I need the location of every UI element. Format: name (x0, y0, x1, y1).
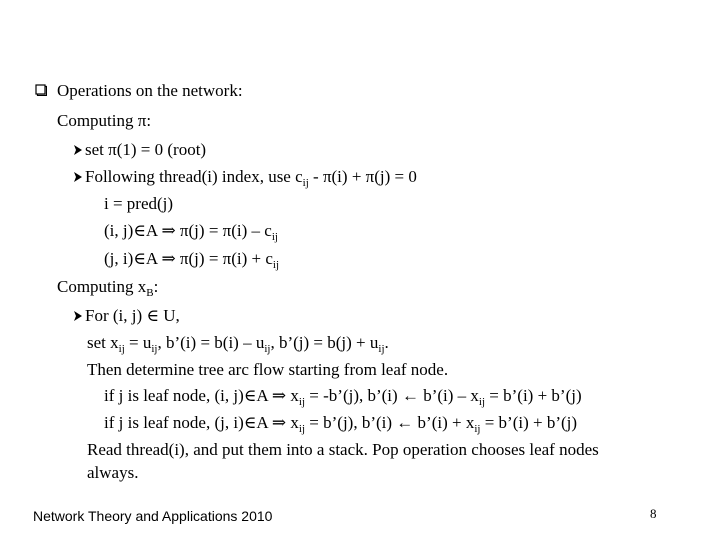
page-number: 8 (650, 506, 657, 521)
set-x-line: set $x_{ij} = u_{ij}$, b’(i) = $b(i) - u_{ij}$, b’(j) = $b(j) + u_{ij}$. (87, 333, 389, 355)
hollow-square-bullet-icon (35, 84, 47, 96)
read-thread-line-cont: always. (87, 463, 139, 482)
computing-pi-title: Computing π: (57, 111, 152, 130)
rule-forward-arc: (i, j)∈A ⇒ $\pi(j) = \pi(i) - c_{ij}$ (104, 221, 278, 243)
i-pred-line: i = pred(j) (104, 194, 174, 213)
set-pi-item: set π(1) = 0 (root) (73, 140, 206, 160)
arrowhead-bullet-icon (73, 310, 83, 322)
footer-course-title: Network Theory and Applications 2010 (33, 508, 273, 524)
for-u-item: For (i, j) ∈ U, (73, 306, 180, 326)
rule-backward-arc: (j, i)∈A ⇒ $\pi(j) = \pi(i) + c_{ij}$ (104, 249, 280, 271)
read-thread-line: Read thread(i), and put them into a stack. Pop operation chooses leaf nodes (87, 440, 599, 459)
leaf-forward-rule: if j is leaf node, (i, j)∈A ⇒ $x_{ij}$ = -b’(j), b’(i) ← b’(i) – $x_{ij}$ = b’(i) + b’(j) (104, 386, 582, 408)
following-thread-item: Following thread(i) index, use $c_{ij} - \pi(i) + \pi(j) = 0$ (73, 167, 417, 189)
arrowhead-bullet-icon (73, 171, 83, 183)
leaf-backward-rule: if j is leaf node, (j, i)∈A ⇒ $x_{ij}$ = b’(j), b’(i) ← b’(i) + $x_{ij}$ = b’(i) + b’(j) (104, 413, 578, 435)
computing-xb-title: Computing $x_B$: (57, 277, 159, 299)
then-determine-line: Then determine tree arc flow starting from leaf node. (87, 360, 449, 379)
arrowhead-bullet-icon (73, 144, 83, 156)
heading: Operations on the network: (57, 81, 243, 100)
